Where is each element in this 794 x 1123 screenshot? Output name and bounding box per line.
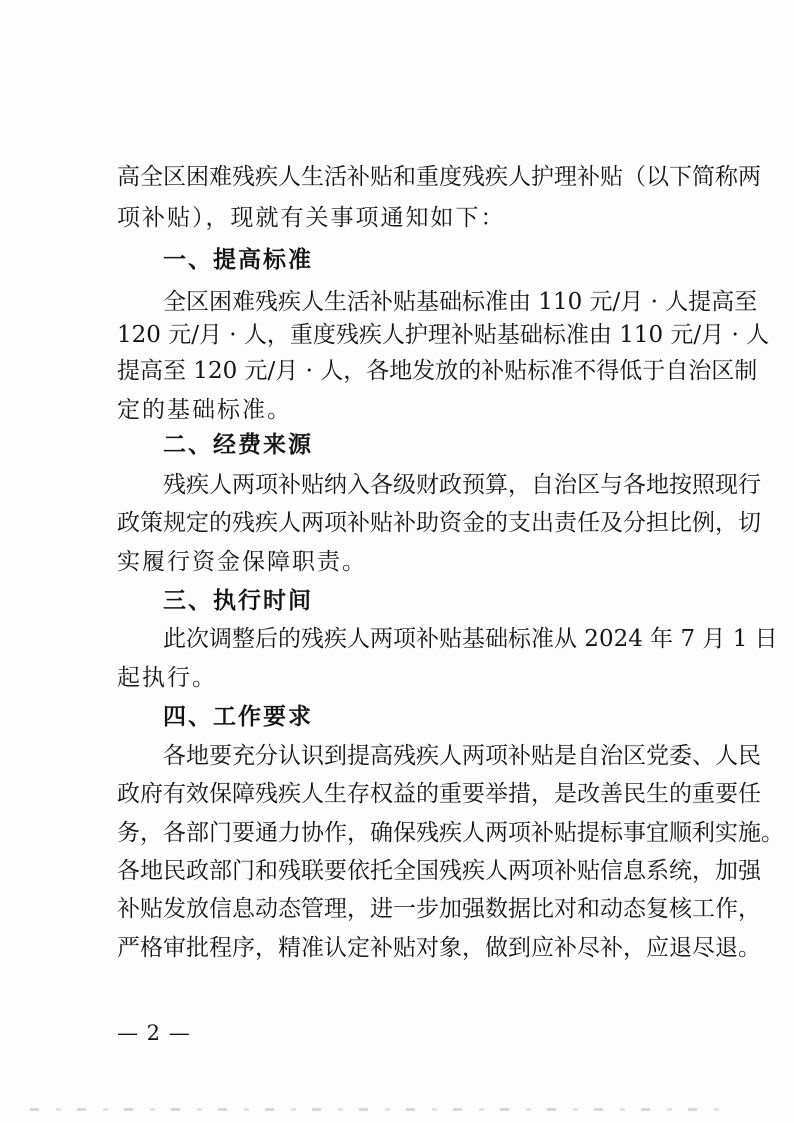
section-heading-schedule: 三、执行时间 — [163, 588, 313, 614]
paragraph-line: 残疾人两项补贴纳入各级财政预算，自治区与各地按照现行 — [163, 472, 761, 498]
section-heading-standard: 一、提高标准 — [163, 247, 313, 273]
paragraph-line: 政策规定的残疾人两项补贴补助资金的支出责任及分担比例，切 — [117, 510, 761, 536]
paragraph-line: 提高至 120 元/月 · 人，各地发放的补贴标准不得低于自治区制 — [117, 358, 758, 384]
paragraph-line: 各地要充分认识到提高残疾人两项补贴是自治区党委、人民 — [163, 743, 761, 769]
paragraph-line: 定的基础标准。 — [117, 397, 292, 423]
paragraph-line: 各地民政部门和残联要依托全国残疾人两项补贴信息系统，加强 — [117, 858, 761, 884]
intro-line-1: 高全区困难残疾人生活补贴和重度残疾人护理补贴（以下简称两 — [117, 164, 761, 190]
intro-line-2: 项补贴），现就有关事项通知如下： — [117, 205, 506, 231]
paragraph-line: 全区困难残疾人生活补贴基础标准由 110 元/月 · 人提高至 — [163, 289, 758, 315]
scan-artifact-line — [30, 1108, 730, 1111]
paragraph-line: 实履行资金保障职责。 — [117, 549, 367, 575]
paragraph-line: 补贴发放信息动态管理，进一步加强数据比对和动态复核工作， — [117, 896, 761, 922]
paragraph-line: 务，各部门要通力协作，确保残疾人两项补贴提标事宜顺利实施。 — [117, 820, 784, 846]
page-number: — 2 — — [117, 1021, 191, 1045]
section-heading-requirements: 四、工作要求 — [163, 704, 313, 730]
paragraph-line: 严格审批程序，精准认定补贴对象，做到应补尽补，应退尽退。 — [117, 935, 761, 961]
paragraph-line: 120 元/月 · 人，重度残疾人护理补贴基础标准由 110 元/月 · 人 — [117, 322, 770, 348]
paragraph-line: 此次调整后的残疾人两项补贴基础标准从 2024 年 7 月 1 日 — [163, 626, 778, 652]
paragraph-line: 政府有效保障残疾人生存权益的重要举措，是改善民生的重要任 — [117, 781, 761, 807]
paragraph-line: 起执行。 — [117, 665, 217, 691]
section-heading-funding: 二、经费来源 — [163, 432, 313, 458]
